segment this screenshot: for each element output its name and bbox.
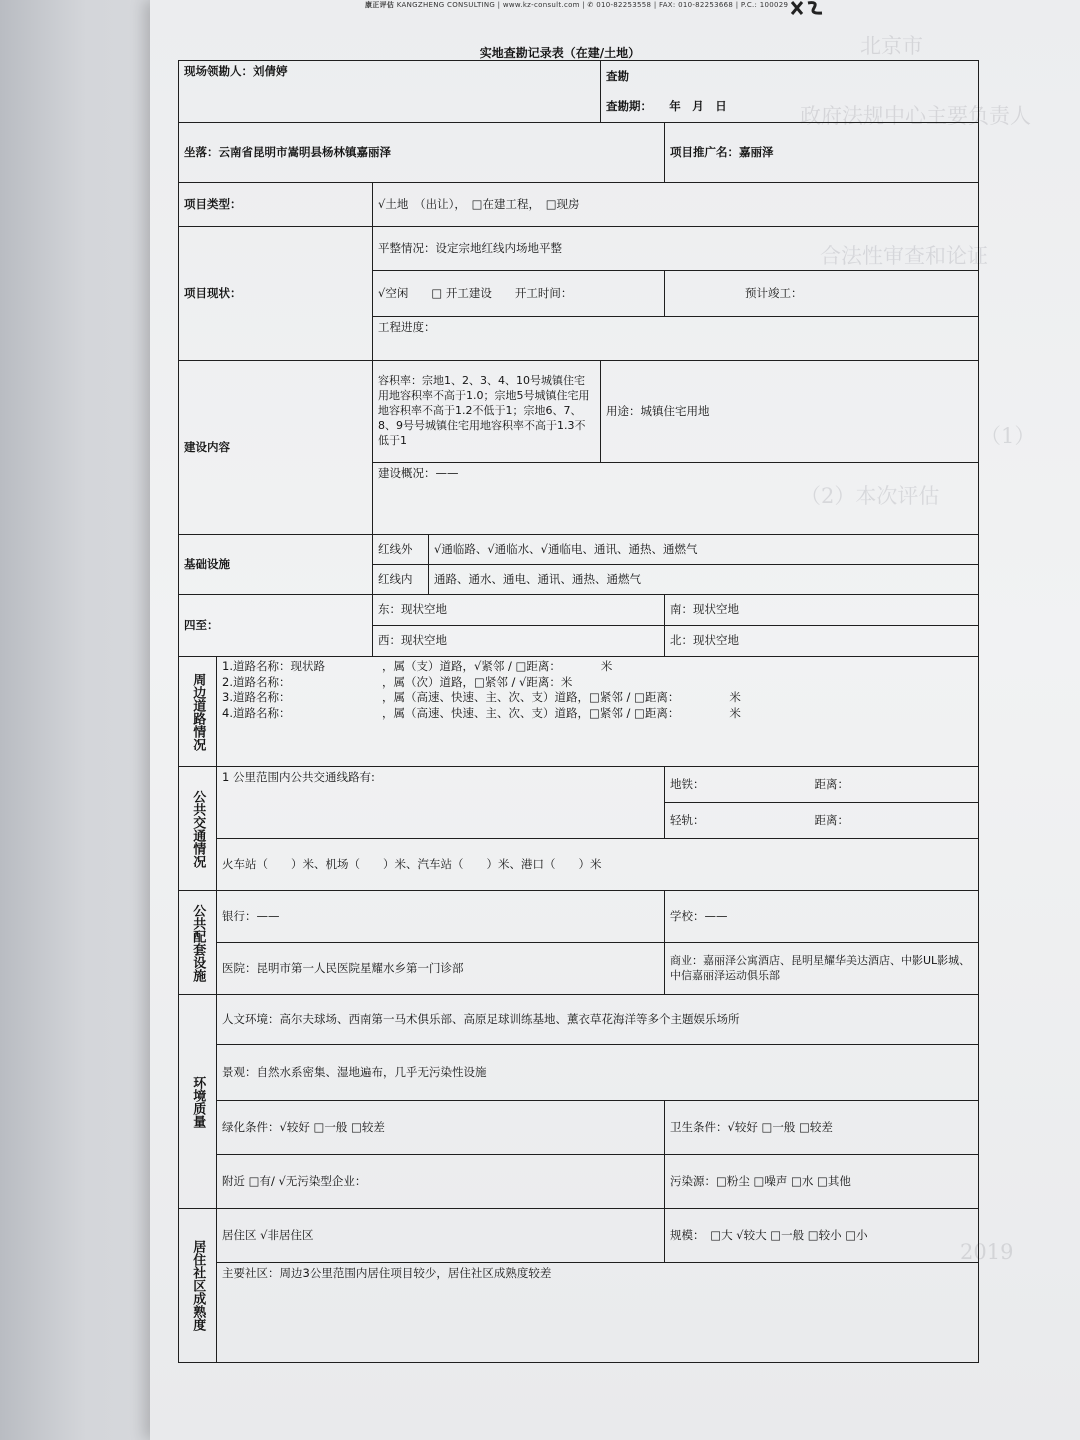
roads-row	[179, 657, 979, 767]
location-label: 坐落：	[184, 144, 219, 159]
company-logo-icon	[788, 0, 826, 16]
facility-bank: 银行：——	[217, 891, 665, 943]
env-green: 绿化条件：√较好 □一般 □较差	[217, 1101, 665, 1155]
promo-value: 嘉丽泽	[739, 144, 774, 159]
infra-outside-label: 红线外	[373, 535, 429, 565]
env-row-green	[179, 1101, 979, 1155]
company-name: 康正评估	[365, 1, 395, 9]
boundary-south: 南：现状空地	[665, 595, 979, 626]
road-item: 2.道路名称： ，属（次）道路，□紧邻 / √距离：米	[222, 674, 573, 689]
bleed-text: （2）本次评估	[800, 484, 940, 508]
form-title: 实地查勘记录表（在建/土地）	[479, 46, 641, 60]
boundary-north: 北：现状空地	[665, 626, 979, 657]
bleed-text: 北京市	[860, 34, 923, 58]
road-item: 4.道路名称： ，属（高速、快速、主、次、支）道路，□紧邻 / □距离： 米	[222, 705, 741, 720]
facilities-row-1	[179, 891, 979, 943]
transit-rail: 轻轨：	[670, 812, 705, 827]
transit-metro-distance: 距离：	[814, 776, 849, 791]
project-type-value: √土地 （出让）， □在建工程， □现房	[373, 183, 979, 227]
survey-date-value: 年 月 日	[669, 98, 727, 113]
transit-label: 公共交通情况	[179, 767, 217, 891]
construction-use: 用途：城镇住宅用地	[601, 361, 979, 463]
transit-stations: 火车站（ ）米、机场（ ）米、汽车站（ ）米、港口（ ）米	[217, 839, 979, 891]
transit-rail-distance: 距离：	[814, 812, 849, 827]
residential-label: 居住社区成熟度	[179, 1209, 217, 1363]
guide-value: 刘倩婷	[253, 64, 288, 78]
transit-bus: 1 公里范围内公共交通线路有:	[217, 767, 665, 839]
facilities-label: 公共配套设施	[179, 891, 217, 995]
boundary-east: 东：现状空地	[373, 595, 665, 626]
boundary-west: 西：现状空地	[373, 626, 665, 657]
road-item: 3.道路名称： ，属（高速、快速、主、次、支）道路，□紧邻 / □距离： 米	[222, 690, 741, 705]
env-culture: 人文环境：高尔夫球场、西南第一马术俱乐部、高原足球训练基地、薰衣草花海洋等多个主题娱乐场所	[217, 995, 979, 1045]
transit-row-metro	[179, 767, 979, 803]
bleed-text: 2019	[960, 1240, 1014, 1264]
guide-row	[179, 61, 979, 123]
letterhead-contact: KANGZHENG CONSULTING | www.kz-consult.com | ✆ 010-82253558 | FAX: 010-82253668 | P.C.: 100029	[396, 1, 789, 9]
env-row-landscape	[179, 1045, 979, 1101]
location-cell	[179, 123, 665, 183]
env-landscape: 景观：自然水系密集、湿地遍布，几乎无污染性设施	[217, 1045, 979, 1101]
status-row-leveling	[179, 227, 979, 271]
boundaries-label: 四至：	[179, 595, 373, 657]
promo-label: 项目推广名：	[670, 144, 739, 159]
road-item: 1.道路名称：现状路 ，属（支）道路，√紧邻 / □距离： 米	[222, 659, 613, 673]
facilities-row-2	[179, 943, 979, 995]
transit-rail-cell	[665, 803, 979, 839]
project-type-row	[179, 183, 979, 227]
transit-row-stations	[179, 839, 979, 891]
survey-record-table	[178, 60, 979, 1363]
env-hygiene: 卫生条件：√较好 □一般 □较差	[665, 1101, 979, 1155]
transit-metro-cell	[665, 767, 979, 803]
facility-school: 学校：——	[665, 891, 979, 943]
status-progress: 工程进度：	[373, 317, 979, 361]
res-scale: 规模： □大 √较大 □一般 □较小 □小	[665, 1209, 979, 1263]
status-label: 项目现状：	[179, 227, 373, 361]
construction-far: 容积率：宗地1、2、3、4、10号城镇住宅用地容积率不高于1.0；宗地5号城镇住宅用地容积率不高于1.2不低于1；宗地6、7、8、9号号城镇住宅用地容积率不高于1.3不低于1	[373, 361, 601, 463]
location-row	[179, 123, 979, 183]
environment-label: 环境质量	[179, 995, 217, 1209]
bleed-text: 合法性审查和论证	[820, 244, 988, 268]
env-nearby: 附近 □有/ √无污染型企业：	[217, 1155, 665, 1209]
bleed-text: （1）	[980, 424, 1036, 448]
guide-label: 现场领勘人：	[184, 64, 253, 78]
res-community: 主要社区：周边3公里范围内居住项目较少，居住社区成熟度较差	[217, 1263, 979, 1363]
promo-cell	[665, 123, 979, 183]
letterhead-strip	[365, 0, 805, 12]
project-type-label: 项目类型：	[179, 183, 373, 227]
guide-cell	[179, 61, 601, 123]
survey-label: 查勘	[606, 68, 629, 83]
survey-date-label: 查勘期：	[606, 98, 647, 113]
facility-hospital: 医院：昆明市第一人民医院星耀水乡第一门诊部	[217, 943, 665, 995]
roads-label: 周边道路情况	[179, 657, 217, 767]
env-row-culture	[179, 995, 979, 1045]
res-row-community	[179, 1263, 979, 1363]
status-completion: 预计竣工：	[665, 271, 979, 317]
boundary-row-1	[179, 595, 979, 626]
infra-row-outside	[179, 535, 979, 565]
transit-metro: 地铁：	[670, 776, 705, 791]
status-leveling: 平整情况：设定宗地红线内场地平整	[373, 227, 979, 271]
construction-label: 建设内容	[179, 361, 373, 535]
facility-commerce: 商业：嘉丽泽公寓酒店、昆明星耀华美达酒店、中影UL影城、中信嘉丽泽运动俱乐部	[665, 943, 979, 995]
construction-overview: 建设概况：——	[373, 463, 979, 535]
res-row-area	[179, 1209, 979, 1263]
infra-inside-value: 通路、通水、通电、通讯、通热、通燃气	[429, 565, 979, 595]
env-row-pollution	[179, 1155, 979, 1209]
env-pollution: 污染源：□粉尘 □噪声 □水 □其他	[665, 1155, 979, 1209]
construction-row-far	[179, 361, 979, 463]
location-value: 云南省昆明市嵩明县杨林镇嘉丽泽	[218, 144, 391, 159]
res-area: 居住区 √非居住区	[217, 1209, 665, 1263]
status-idle: √空闲 □ 开工建设 开工时间：	[373, 271, 665, 317]
infrastructure-label: 基础设施	[179, 535, 373, 595]
infra-outside-value: √通临路、√通临水、√通临电、通讯、通热、通燃气	[429, 535, 979, 565]
survey-cell	[601, 61, 979, 123]
bleed-text: 政府法规中心主要负责人	[800, 104, 1031, 128]
roads-list	[217, 657, 979, 767]
infra-inside-label: 红线内	[373, 565, 429, 595]
